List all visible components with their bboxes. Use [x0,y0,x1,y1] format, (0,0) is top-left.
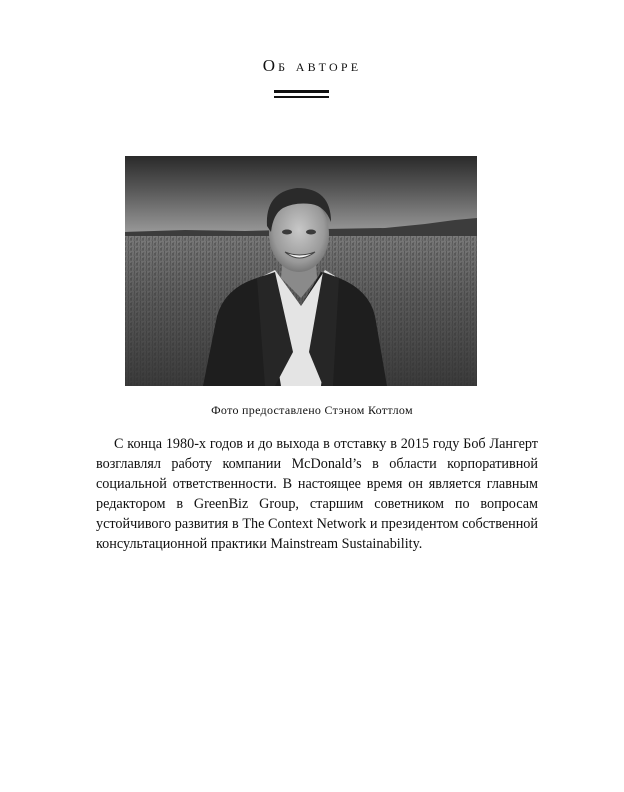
photo-caption: Фото предоставлено Стэном Коттлом [211,403,413,417]
title-underline-thin [274,96,329,98]
author-bio: С конца 1980-х годов и до выхода в отставку в 2015 году Боб Лангерт возглавлял работу компании McDonald’s в области корпоративной социальной ответственности. В настоящее время он является главным редактором в GreenBiz Group, старшим советником по вопросам устойчивого развития в The Context Network и президентом собственной консультационной практики Mainstream Sustainability. [96,436,538,552]
author-photo [125,156,477,386]
section-title: Об авторе [262,56,362,75]
title-underline-thick [274,90,329,93]
